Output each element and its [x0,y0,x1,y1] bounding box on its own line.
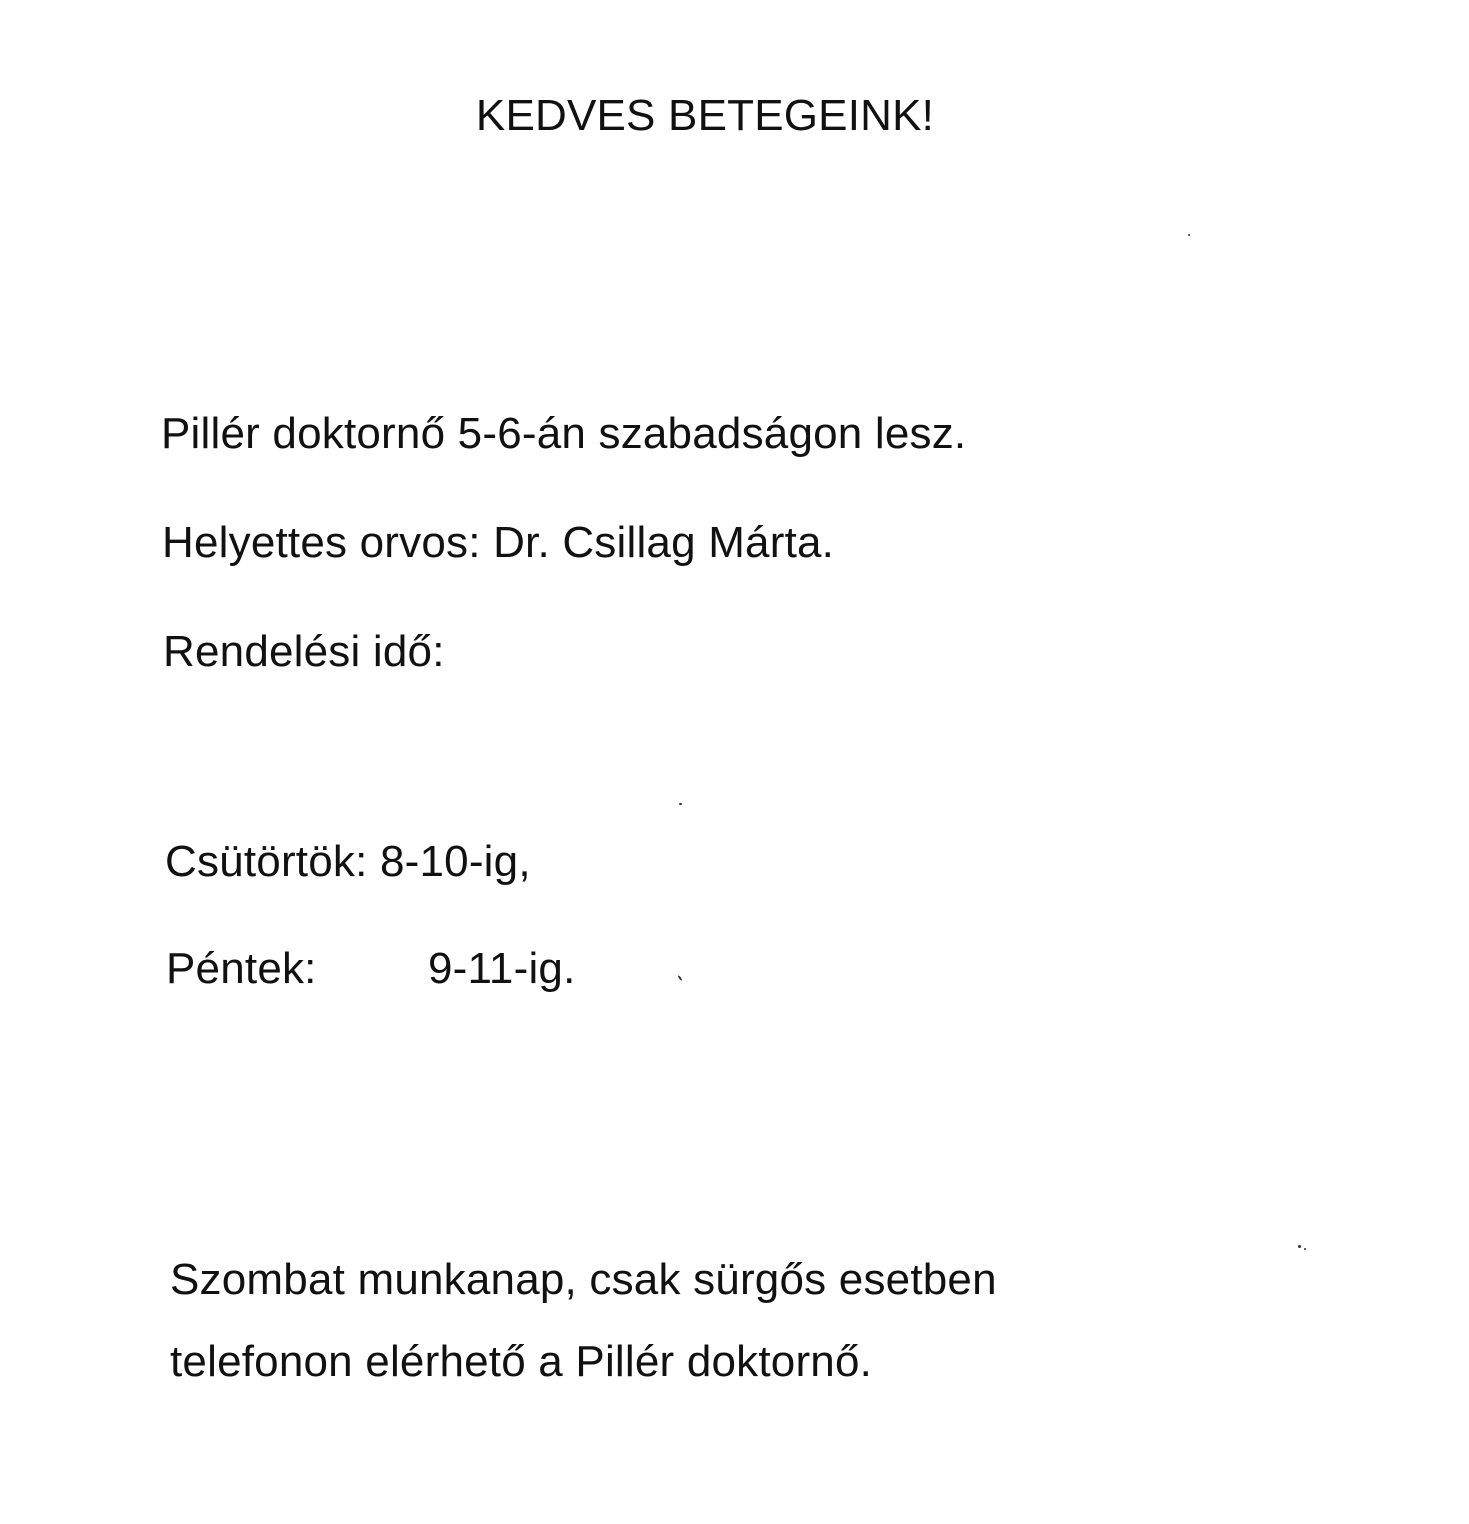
notice-title: KEDVES BETEGEINK! [475,91,935,140]
schedule-hours: 9-11-ig. [428,944,576,993]
office-hours-label: Rendelési idő: [163,627,445,676]
scan-speck [1304,1248,1306,1250]
substitute-doctor-line: Helyettes orvos: Dr. Csillag Márta. [162,518,835,567]
scan-speck [1298,1245,1301,1248]
schedule-row-friday [166,943,576,995]
schedule-day: Péntek: [166,944,317,993]
scan-speck [679,803,682,805]
schedule-day: Csütörtök: [165,837,368,886]
vacation-line: Pillér doktornő 5-6-án szabadságon lesz. [161,409,967,458]
scan-speck [1188,234,1190,236]
saturday-note-line-1: Szombat munkanap, csak sürgős esetben [170,1255,997,1304]
schedule-hours: 8-10-ig, [379,837,531,886]
schedule-row-thursday [165,836,531,888]
saturday-note-line-2: telefonon elérhető a Pillér doktornő. [170,1337,873,1386]
scan-speck [677,975,682,981]
